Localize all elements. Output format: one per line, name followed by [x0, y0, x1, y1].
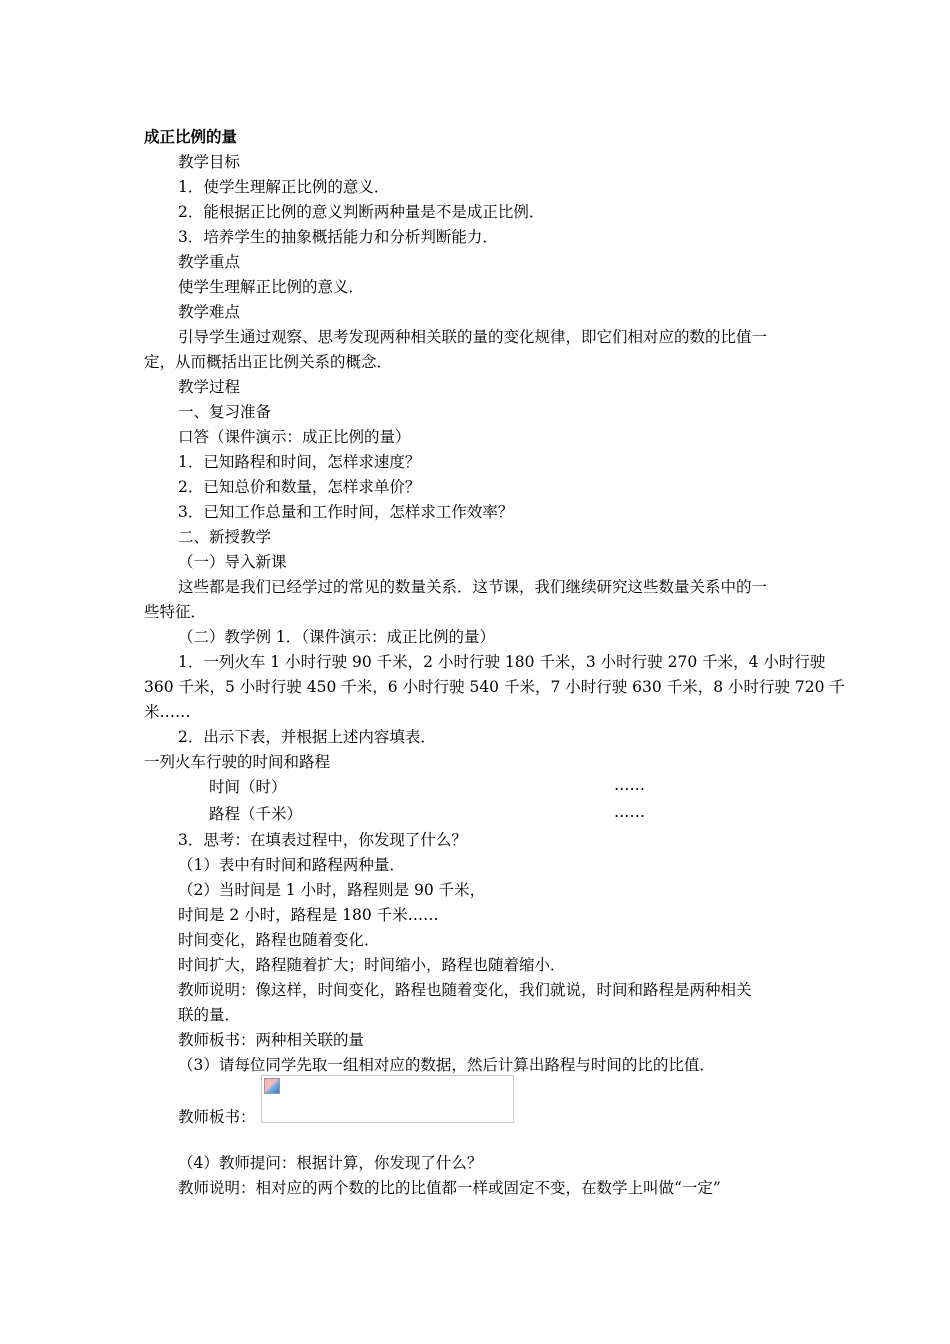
board-note-2: 教师板书： — [178, 1108, 256, 1126]
example-line-3: 米…… — [144, 703, 191, 721]
intro-line-1: 这些都是我们已经学过的常见的数量关系．这节课，我们继续研究这些数量关系中的一 — [178, 578, 768, 596]
teacher-explain-2: 教师说明：相对应的两个数的比的比值都一样或固定不变，在数学上叫做“一定” — [178, 1179, 721, 1197]
teacher-explain-1-cont: 联的量． — [178, 1006, 241, 1024]
missing-image-placeholder — [261, 1075, 514, 1123]
review-q2: 2．已知总价和数量，怎样求单价？ — [178, 478, 421, 496]
table-row-time-label: 时间（时） — [209, 778, 287, 796]
table-row-time-ellipsis: …… — [614, 776, 645, 794]
table-row-distance-label: 路程（千米） — [209, 805, 303, 823]
difficulty-line-2: 定，从而概括出正比例关系的概念． — [144, 353, 393, 371]
table-row-distance-ellipsis: …… — [614, 803, 645, 821]
example-line-1: 1．一列火车 1 小时行驶 90 千米，2 小时行驶 180 千米，3 小时行驶 270 千米，4 小时行驶 — [178, 653, 826, 671]
difficulty-line-1: 引导学生通过观察、思考发现两种相关联的量的变化规律，即它们相对应的数的比值一 — [178, 328, 768, 346]
section-review: 一、复习准备 — [178, 403, 272, 421]
goal-2: 2．能根据正比例的意义判断两种量是不是成正比例． — [178, 203, 545, 221]
table-caption: 一列火车行驶的时间和路程 — [144, 753, 331, 771]
teacher-explain-1: 教师说明：像这样，时间变化，路程也随着变化，我们就说，时间和路程是两种相关 — [178, 981, 752, 999]
section-new-teaching: 二、新授教学 — [178, 528, 272, 546]
key-point-text: 使学生理解正比例的意义． — [178, 278, 365, 296]
heading-goals: 教学目标 — [178, 153, 241, 171]
heading-process: 教学过程 — [178, 378, 241, 396]
finding-2-cont: 时间是 2 小时，路程是 180 千米…… — [178, 906, 439, 924]
think-question: 3．思考：在填表过程中，你发现了什么？ — [178, 831, 467, 849]
heading-key-point: 教学重点 — [178, 253, 241, 271]
goal-1: 1．使学生理解正比例的意义． — [178, 178, 390, 196]
finding-3: （3）请每位同学先取一组相对应的数据，然后计算出路程与时间的比的比值． — [178, 1056, 715, 1074]
example-line-2: 360 千米，5 小时行驶 450 千米，6 小时行驶 540 千米，7 小时行驶 630 千米，8 小时行驶 720 千 — [144, 678, 845, 696]
intro-line-2: 些特征． — [144, 603, 207, 621]
broken-image-icon — [264, 1078, 280, 1094]
subsection-intro: （一）导入新课 — [178, 553, 287, 571]
heading-difficulty: 教学难点 — [178, 303, 241, 321]
doc-title: 成正比例的量 — [144, 127, 238, 146]
board-note-1: 教师板书：两种相关联的量 — [178, 1031, 365, 1049]
goal-3: 3．培养学生的抽象概括能力和分析判断能力． — [178, 228, 498, 246]
finding-2: （2）当时间是 1 小时，路程则是 90 千米， — [178, 881, 486, 899]
subsection-example: （二）教学例 1．（课件演示：成正比例的量） — [178, 628, 496, 646]
review-q3: 3．已知工作总量和工作时间，怎样求工作效率？ — [178, 503, 514, 521]
table-instruction: 2．出示下表，并根据上述内容填表． — [178, 728, 436, 746]
oral-answer: 口答（课件演示：成正比例的量） — [178, 428, 411, 446]
finding-scale: 时间扩大，路程随着扩大；时间缩小，路程也随着缩小． — [178, 956, 566, 974]
finding-change: 时间变化，路程也随着变化． — [178, 931, 380, 949]
review-q1: 1．已知路程和时间，怎样求速度？ — [178, 453, 421, 471]
finding-4: （4）教师提问：根据计算，你发现了什么？ — [178, 1154, 483, 1172]
finding-1: （1）表中有时间和路程两种量． — [178, 856, 405, 874]
